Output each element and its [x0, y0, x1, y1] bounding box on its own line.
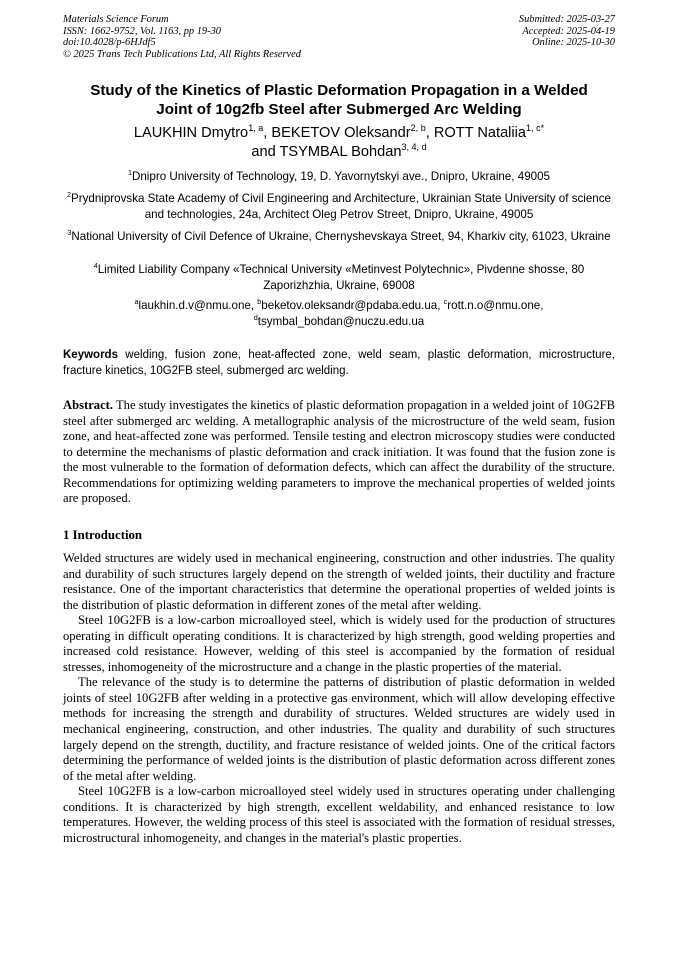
email-link[interactable]: beketov.oleksandr@pdaba.edu.ua,	[261, 299, 444, 312]
journal-name: Materials Science Forum	[63, 14, 169, 25]
author-name: BEKETOV Oleksandr	[271, 125, 411, 141]
email-sup: d	[253, 312, 258, 322]
header-left	[63, 14, 301, 61]
title-line-2: Joint of 10g2fb Steel after Submerged Arc Welding	[156, 101, 522, 118]
accepted-date: Accepted: 2025-04-19	[522, 25, 615, 37]
affiliation-sup: 2	[66, 190, 71, 200]
affiliation-text: Limited Liability Company «Technical University «Metinvest Polytechnic», Pivdenne shosse, 80 Zaporizhzhia, Ukraine, 69008	[97, 263, 585, 292]
author-connector: and	[251, 144, 276, 160]
affiliation-text: Dnipro University of Technology, 19, D. Yavornytskyi ave., Dnipro, Ukraine, 49005	[131, 170, 550, 183]
email-sup: c	[443, 297, 448, 307]
email-list	[60, 298, 618, 329]
affiliation-sup: 1	[127, 168, 132, 178]
abstract-label: Abstract.	[63, 398, 114, 412]
abstract-section	[63, 398, 615, 507]
affiliation-text: National University of Civil Defence of Ukraine, Chernyshevskaya Street, 94, Kharkiv city, 61023, Ukraine	[71, 230, 611, 243]
introduction-body	[63, 551, 615, 846]
affiliation-4	[60, 262, 618, 293]
author-sup: 2, b	[410, 123, 426, 134]
header-right	[519, 14, 615, 49]
author-sup: 3, 4, d	[401, 142, 427, 153]
intro-paragraph-3: The relevance of the study is to determine the patterns of distribution of plastic deformation in welded joints of steel 10G2FB after welding in a protective gas environment, which will allow developing effective methods for increasing the strength and durability of structures. Welded structures are widely used in mechanical engineering, construction, and other industries. The quality and durability of such structures largely depend on the strength, ductility, and fracture resistance of welded joints. One of the critical factors determining the performance of welded joints is the distribution of plastic deformation across different zones of the metal after welding.	[63, 675, 615, 783]
author-sup: 1, c*	[526, 123, 545, 134]
author-name: LAUKHIN Dmytro	[133, 125, 249, 141]
keywords-label: Keywords	[63, 349, 118, 361]
keywords-text: welding, fusion zone, heat-affected zone, weld seam, plastic deformation, microstructure, fracture kinetics, 10G2FB steel, submerged arc welding.	[63, 349, 615, 377]
affiliation-1	[60, 169, 618, 185]
author-name: ROTT Nataliia	[433, 125, 527, 141]
keywords-section	[63, 348, 615, 379]
author-sup: 1, a	[248, 123, 264, 134]
email-sup: a	[134, 297, 139, 307]
intro-paragraph-2: Steel 10G2FB is a low-carbon microalloyed steel, which is widely used for the production of structures operating in difficult operating conditions. It is characterized by high strength, good welding properties and increased cold resistance. However, welding of this steel is accompanied by the formation of residual stresses, inhomogeneity of the microstructure and a change in the plastic properties of the material.	[63, 613, 615, 674]
author-name: TSYMBAL Bohdan	[279, 144, 402, 160]
online-date: Online: 2025-10-30	[532, 37, 615, 49]
intro-paragraph-4: Steel 10G2FB is a low-carbon microalloyed steel widely used in structures operating under challenging conditions. It is characterized by high strength, excellent weldability, and enhanced resistance to low temperatures. However, the welding process of this steel is associated with the formation of residual stresses, microstructural inhomogeneity, and changes in the material's plastic properties.	[63, 784, 615, 845]
intro-paragraph-1: Welded structures are widely used in mechanical engineering, construction and other industries. The quality and durability of such structures largely depend on the strength of welded joints, their ductility and fracture resistance. One of the important characteristics that determine the operational properties of welded joints is the distribution of plastic deformation in different zones of the metal after welding.	[63, 551, 615, 612]
paper-title	[40, 81, 638, 119]
affiliation-sup: 4	[93, 261, 98, 271]
abstract-text: The study investigates the kinetics of plastic deformation propagation in a welded joint of 10G2FB steel after submerged arc welding. A metallographic analysis of the microstructure of the weld seam, fusion zone, and heat-affected zone was performed. Tensile testing and electron microscopy studies were conducted to determine the mechanisms of plastic deformation and crack initiation. It was found that the fusion zone is the most vulnerable to the formation of deformation defects, which can affect the durability of the structure. Recommendations for optimizing welding parameters to improve the mechanical properties of welded joints are proposed.	[63, 398, 615, 506]
title-line-1: Study of the Kinetics of Plastic Deformation Propagation in a Welded	[90, 82, 588, 99]
section-heading-introduction: 1 Introduction	[63, 528, 143, 542]
email-link[interactable]: tsymbal_bohdan@nuczu.edu.ua	[257, 314, 425, 328]
affiliation-text: Prydniprovska State Academy of Civil Engineering and Architecture, Ukrainian State University of science and technologies, 24a, Architect Oleg Petrov Street, Dnipro, Ukraine, 49005	[70, 192, 611, 221]
affiliation-3	[60, 229, 618, 245]
affiliation-2	[60, 191, 618, 222]
copyright-line: © 2025 Trans Tech Publications Ltd, All Rights Reserved	[63, 49, 301, 61]
doi-line[interactable]: doi:10.4028/p-6HJdf5	[63, 37, 156, 49]
issn-line: ISSN: 1662-9752, Vol. 1163, pp 19-30	[63, 25, 221, 37]
email-sup: b	[257, 297, 262, 307]
submitted-date: Submitted: 2025-03-27	[518, 14, 615, 25]
email-link[interactable]: laukhin.d.v@nmu.one,	[138, 299, 258, 312]
email-link[interactable]: rott.n.o@nmu.one,	[447, 299, 544, 312]
author-list: LAUKHIN Dmytro$^{1, a}$, BEKETOV Oleksandr$^{2, b}$, ROTT Nataliia$^{1, c*}$ and TSYMBAL Bohdan$^{3, 4, d}$	[133, 123, 545, 160]
affiliation-sup: 3	[67, 228, 72, 238]
